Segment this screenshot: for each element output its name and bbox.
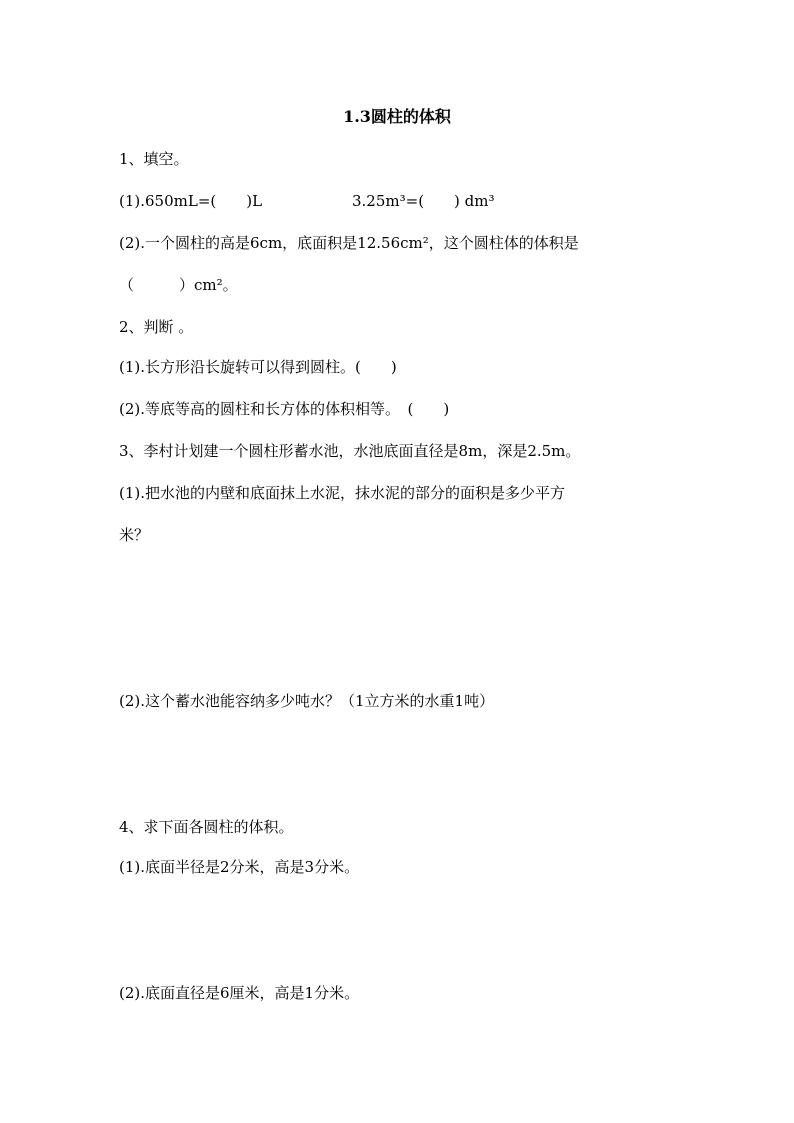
q1-item1-b: 3.25m³=( ) dm³: [352, 192, 495, 210]
page-title: 1.3圆柱的体积: [343, 107, 451, 126]
q1-item1-a: (1).650mL=( )L: [119, 192, 263, 210]
q4-item2: (2).底面直径是6厘米，高是1分米。: [119, 984, 360, 1002]
q2-item1: (1).长方形沿长旋转可以得到圆柱。( ): [119, 358, 397, 376]
q3-item1-line2: 米？: [119, 526, 150, 544]
q4-item1: (1).底面半径是2分米，高是3分米。: [119, 858, 360, 876]
q2-item2: (2).等底等高的圆柱和长方体的体积相等。 ( ): [119, 400, 450, 418]
q3-item2: (2).这个蓄水池能容纳多少吨水？（1立方米的水重1吨）: [119, 692, 495, 710]
q3-heading: 3、李村计划建一个圆柱形蓄水池，水池底面直径是8m，深是2.5m。: [119, 442, 581, 460]
q1-item2-line1: (2).一个圆柱的高是6cm，底面积是12.56cm²，这个圆柱体的体积是: [119, 234, 579, 252]
q3-item1-line1: (1).把水池的内壁和底面抹上水泥，抹水泥的部分的面积是多少平方: [119, 484, 566, 502]
q4-heading: 4、求下面各圆柱的体积。: [119, 818, 294, 836]
q2-heading: 2、判断 。: [119, 318, 194, 336]
q1-heading: 1、填空。: [119, 150, 189, 168]
q1-item2-line2: （ ）cm²。: [119, 276, 238, 294]
